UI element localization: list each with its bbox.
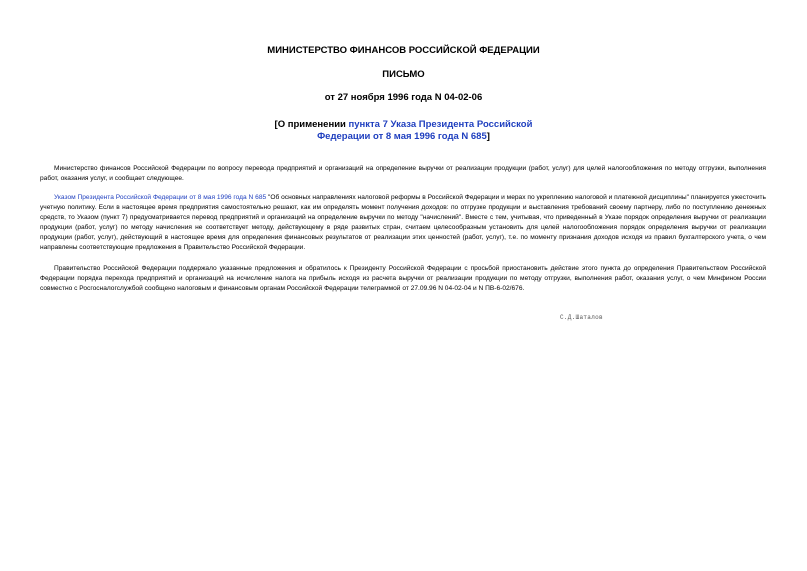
document-type-heading: ПИСЬМО xyxy=(382,69,425,80)
document-subject xyxy=(0,119,807,143)
subject-link-line1[interactable]: пункта 7 Указа Президента Российской xyxy=(348,119,533,130)
paragraph-1: Министерство финансов Российской Федерации по вопросу перевода предприятий и организаций на определение выручки от реализации продукции (работ, услуг) для целей налогообложения по методу отгрузки, выполнения работ, оказания услуг, и сообщает следующее. xyxy=(40,165,766,182)
paragraph-2-text: "Об основных направлениях налоговой реформы в Российской Федерации и мерах по укреплению налоговой и платежной дисциплины" планируется ужесточить учетную политику. Если в настоящее время предприятия самостоятельно решают, как им определять момент получения доходов: по отгрузке продукции и выставления требований своему партнеру, либо по поступлению денежных средств, то Указом (пункт 7) предусматривается перевод предприятий и организаций на определение выручки по методу "начислений". Вместе с тем, учитывая, что приведенный в Указе порядок определения выручки от реализации продукции (работ, услуг) по методу начисления не соответствует методу, действующему в ряде развитых стран, считаем целесообразным установить для целей налогообложения порядок определения выручки от реализации продукции (работ, услуг), действующий в настоящее время для определения финансовых результатов от реализации этих ценностей (работ, услуг), т.е. по моменту признания доходов исходя из правил бухгалтерского учета, о чем направлены соответствующие предложения в Правительство Российской Федерации. xyxy=(40,194,766,251)
signature: С.Д.Шаталов xyxy=(560,314,603,321)
subject-link-line2[interactable]: Федерации от 8 мая 1996 года N 685 xyxy=(317,131,487,142)
decree-link[interactable]: Указом Президента Российской Федерации от 8 мая 1996 года N 685 xyxy=(54,194,267,201)
subject-close: ] xyxy=(486,131,490,142)
paragraph-2 xyxy=(40,193,766,253)
document-date-heading: от 27 ноября 1996 года N 04-02-06 xyxy=(324,92,483,103)
ministry-heading: МИНИСТЕРСТВО ФИНАНСОВ РОССИЙСКОЙ ФЕДЕРАЦИИ xyxy=(267,45,540,56)
paragraph-3: Правительство Российской Федерации поддержало указанные предложения и обратилось к Президенту Российской Федерации с просьбой приостановить действие этого пункта до определения Правительством Российской Федерации порядка перехода предприятий и организаций на исчисление налога на прибыль исходя из расчета выручки от реализации продукции по методу отгрузки, выполнения работ, оказания услуг, о чем Минфином России совместно с Росгосналогслужбой сообщено налоговым и финансовым органам Российской Федерации телеграммой от 27.09.96 N 04-02-04 и N ПВ-6-02/676. xyxy=(40,265,766,292)
subject-open: [О применении xyxy=(274,119,349,130)
